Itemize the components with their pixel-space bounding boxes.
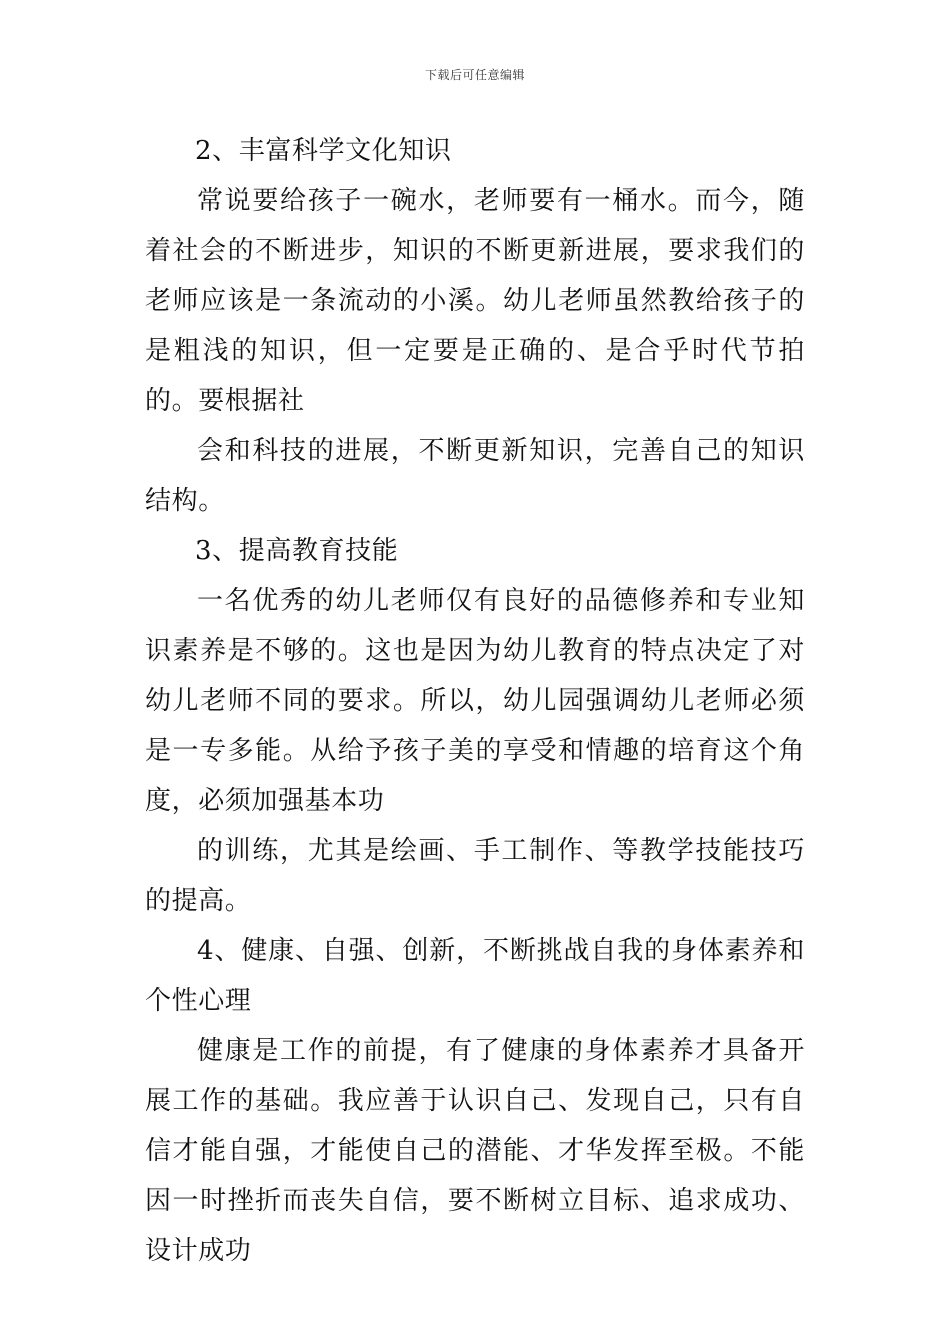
section-heading-3: 3、提高教育技能 [195, 536, 399, 566]
section-heading-2: 2、丰富科学文化知识 [195, 136, 452, 166]
paragraph: 一名优秀的幼儿老师仅有良好的品德修养和专业知识素养是不够的。这也是因为幼儿教育的特点决定了对幼儿老师不同的要求。所以，幼儿园强调幼儿老师必须是一专多能。从给予孩子美的享受和情趣的培育这个角度，必须加强基本功 [145, 586, 805, 816]
paragraph: 的训练，尤其是绘画、手工制作、等教学技能技巧的提高。 [145, 836, 805, 916]
paragraph: 常说要给孩子一碗水，老师要有一桶水。而今，随着社会的不断进步，知识的不断更新进展，要求我们的老师应该是一条流动的小溪。幼儿老师虽然教给孩子的是粗浅的知识，但一定要是正确的、是合乎时代节拍的。要根据社 [145, 186, 805, 416]
header-note: 下载后可任意编辑 [424, 68, 525, 82]
paragraph: 会和科技的进展，不断更新知识，完善自己的知识结构。 [145, 436, 805, 516]
section-heading-4: 4、健康、自强、创新，不断挑战自我的身体素养和个性心理 [145, 936, 805, 1016]
paragraph: 健康是工作的前提，有了健康的身体素养才具备开展工作的基础。我应善于认识自己、发现自己，只有自信才能自强，才能使自己的潜能、才华发挥至极。不能因一时挫折而丧失自信，要不断树立目标、追求成功、设计成功 [145, 1036, 805, 1266]
document-body [145, 126, 805, 1276]
